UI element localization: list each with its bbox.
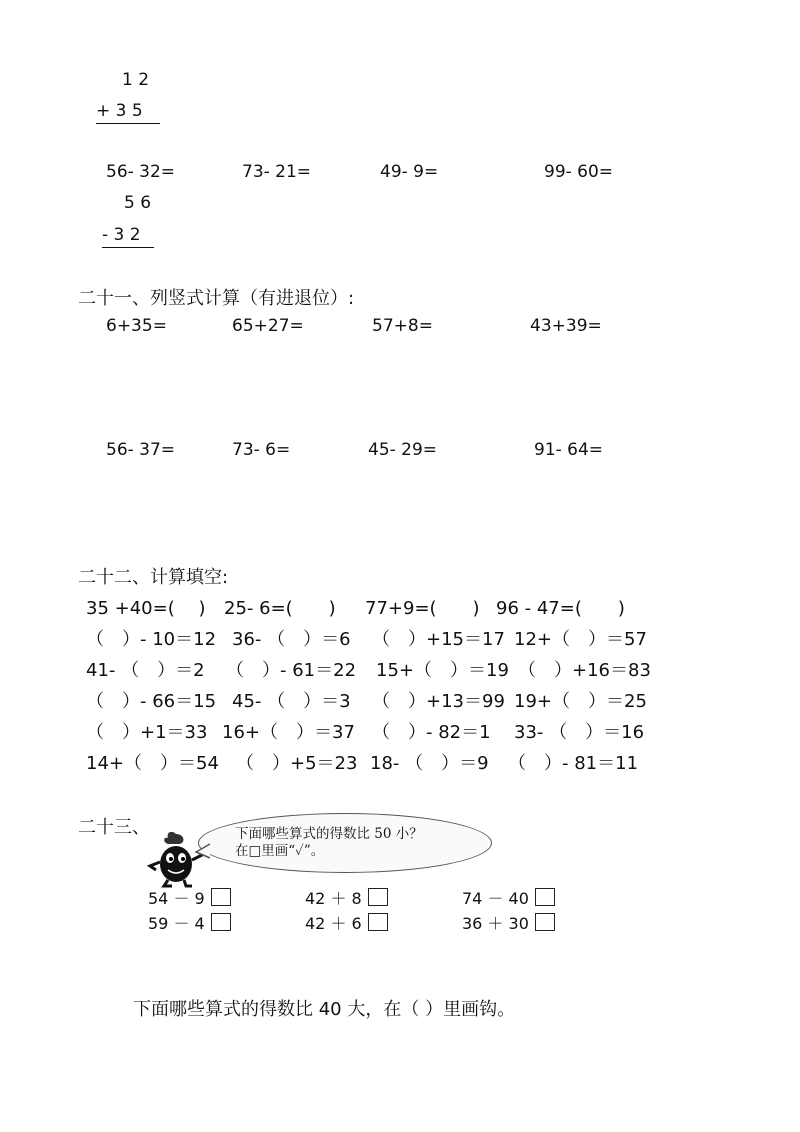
fill-item: 35 +40=( ): [86, 598, 206, 619]
fill-row: [0, 625, 800, 651]
fill-item: （ ）- 61＝22: [226, 660, 357, 681]
fill-item: 16+（ ）＝37: [222, 722, 355, 743]
check-item: [148, 886, 231, 909]
fill-item: （ ）+13＝99: [372, 691, 505, 712]
fill-item: （ ）+5＝23: [236, 753, 358, 774]
speech-bubble: [198, 813, 492, 873]
fill-item: （ ）+1＝33: [86, 722, 208, 743]
check-item-expr: 36 ＋ 30: [462, 914, 529, 933]
check-item: [305, 911, 388, 934]
checkbox-square[interactable]: [368, 913, 388, 931]
problem-item: 65+27=: [232, 316, 304, 336]
vertical-bottom-number: + 3 5: [96, 101, 160, 124]
check-item: [462, 911, 555, 934]
fill-item: 15+（ ）＝19: [376, 660, 509, 681]
bubble-line: 在□里画“✓”。: [235, 843, 325, 859]
section-heading: 二十三、: [78, 817, 150, 838]
fill-row: [0, 594, 800, 620]
fill-item: 45- （ ）＝3: [232, 691, 351, 712]
fill-row: [0, 687, 800, 713]
problem-item: 56- 37=: [106, 440, 176, 460]
fill-item: 77+9=( ): [365, 598, 480, 619]
check-item-expr: 54 － 9: [148, 889, 205, 908]
fill-item: （ ）- 82＝1: [372, 722, 491, 743]
problem-item: 57+8=: [372, 316, 433, 336]
checkbox-square[interactable]: [368, 888, 388, 906]
fill-item: 33- （ ）＝16: [514, 722, 645, 743]
problem-item: 73- 6=: [232, 440, 291, 460]
problem-item: 45- 29=: [368, 440, 438, 460]
fill-item: 12+（ ）＝57: [514, 629, 647, 650]
problem-item: 56- 32=: [106, 162, 176, 182]
checkbox-square[interactable]: [535, 913, 555, 931]
problem-item: 43+39=: [530, 316, 602, 336]
check-item: [462, 886, 555, 909]
bubble-line: 下面哪些算式的得数比 50 小？: [235, 826, 423, 842]
fill-row: [0, 749, 800, 775]
vertical-top-number: 1 2: [122, 70, 150, 90]
section-heading: 二十二、计算填空:: [78, 567, 229, 588]
bubble-tail-icon: [194, 842, 210, 862]
fill-item: 14+（ ）＝54: [86, 753, 219, 774]
fill-item: 41- （ ）＝2: [86, 660, 205, 681]
checkbox-square[interactable]: [535, 888, 555, 906]
fill-item: 96 - 47=( ): [496, 598, 625, 619]
problem-item: 49- 9=: [380, 162, 439, 182]
bubble-text: [235, 826, 423, 860]
fill-row: [0, 656, 800, 682]
fill-item: （ ）+16＝83: [518, 660, 651, 681]
fill-item: 19+（ ）＝25: [514, 691, 647, 712]
problem-item: 99- 60=: [544, 162, 614, 182]
fill-item: （ ）- 10＝12: [86, 629, 217, 650]
problem-item: 6+35=: [106, 316, 167, 336]
check-item-expr: 42 ＋ 8: [305, 889, 362, 908]
check-item: [305, 886, 388, 909]
vertical-top-number: 5 6: [124, 193, 152, 213]
fill-item: （ ）+15＝17: [372, 629, 505, 650]
fill-item: （ ）- 66＝15: [86, 691, 217, 712]
fill-item: 25- 6=( ): [224, 598, 336, 619]
instruction-text: 下面哪些算式的得数比 40 大，在（ ）里画钩。: [133, 999, 516, 1020]
check-item-expr: 74 － 40: [462, 889, 529, 908]
checkbox-square[interactable]: [211, 913, 231, 931]
check-item-expr: 42 ＋ 6: [305, 914, 362, 933]
fill-item: 36- （ ）＝6: [232, 629, 351, 650]
problem-item: 91- 64=: [534, 440, 604, 460]
vertical-bottom-number: - 3 2: [102, 225, 154, 248]
section-heading: 二十一、列竖式计算（有进退位）:: [78, 288, 355, 309]
check-item-expr: 59 － 4: [148, 914, 205, 933]
checkbox-square[interactable]: [211, 888, 231, 906]
problem-item: 73- 21=: [242, 162, 312, 182]
fill-item: 18- （ ）＝9: [370, 753, 489, 774]
fill-item: （ ）- 81＝11: [508, 753, 639, 774]
check-item: [148, 911, 231, 934]
fill-row: [0, 718, 800, 744]
